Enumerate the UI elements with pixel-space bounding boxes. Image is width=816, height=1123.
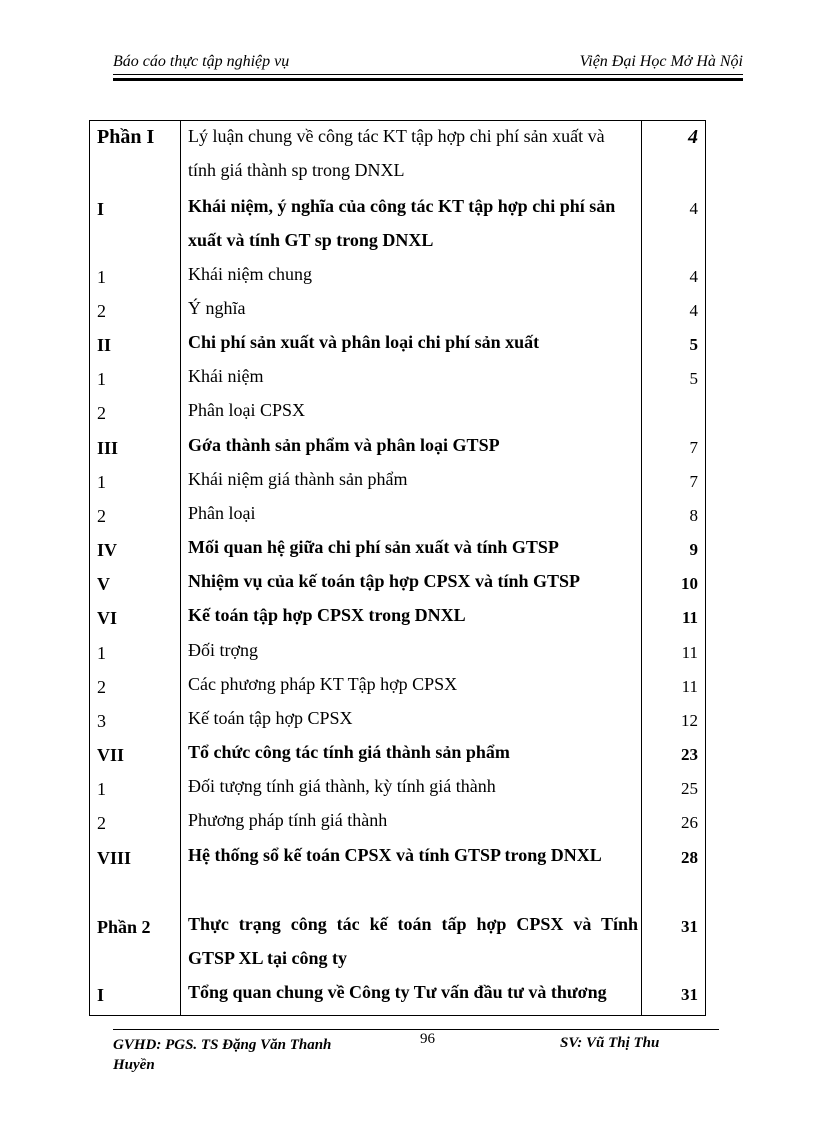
toc-title: Gớa thành sản phẩm và phân loại GTSP — [188, 435, 500, 455]
toc-page: 10 — [681, 574, 698, 593]
toc-table — [89, 120, 706, 1016]
toc-title: Thực trạng công tác kế toán tấp hợp CPSX và Tính — [188, 914, 638, 934]
toc-page: 9 — [689, 540, 698, 559]
toc-page: 4 — [689, 267, 698, 286]
toc-number: 1 — [97, 267, 106, 287]
toc-number: I — [97, 199, 105, 219]
toc-title: Nhiệm vụ của kế toán tập hợp CPSX và tính GTSP — [188, 571, 581, 591]
toc-page: 11 — [681, 643, 698, 662]
toc-divider-2 — [641, 121, 642, 1015]
toc-title: Ý nghĩa — [188, 298, 246, 318]
toc-title: Lý luận chung về công tác KT tập hợp chi phí sản xuất và — [188, 126, 605, 146]
toc-title: Các phương pháp KT Tập hợp CPSX — [188, 674, 458, 694]
toc-title: Phương pháp tính giá thành — [188, 810, 388, 830]
toc-number: VI — [97, 608, 118, 628]
toc-number: I — [97, 985, 105, 1005]
toc-page: 28 — [681, 848, 698, 867]
toc-title: Phân loại — [188, 503, 256, 523]
toc-number: VII — [97, 745, 125, 765]
toc-page: 7 — [689, 438, 698, 457]
toc-number: 2 — [97, 813, 106, 833]
header-left: Báo cáo thực tập nghiệp vụ — [113, 53, 290, 70]
toc-number: VIII — [97, 848, 132, 868]
footer-advisor: GVHD: PGS. TS Đặng Văn Thanh Huyền — [113, 1037, 332, 1073]
footer-student: SV: Vũ Thị Thu — [560, 1035, 660, 1051]
toc-page: 26 — [681, 813, 698, 832]
toc-title: Khái niệm, ý nghĩa của công tác KT tập hợp chi phí sản — [188, 196, 616, 216]
header-rule-thick — [113, 78, 743, 81]
toc-title: Chi phí sản xuất và phân loại chi phí sản xuất — [188, 332, 540, 352]
toc-page: 4 — [689, 199, 698, 218]
toc-title: Khái niệm — [188, 366, 264, 386]
toc-number: IV — [97, 540, 118, 560]
page-header — [113, 52, 743, 72]
toc-page: 31 — [681, 917, 698, 936]
toc-divider-1 — [180, 121, 181, 1015]
toc-page: 11 — [681, 677, 698, 696]
toc-title: Tổng quan chung về Công ty Tư vấn đầu tư và thương — [188, 982, 607, 1002]
toc-page: 25 — [681, 779, 698, 798]
toc-page: 5 — [689, 369, 698, 388]
toc-title: tính giá thành sp trong DNXL — [188, 160, 405, 180]
toc-title: Kế toán tập hợp CPSX trong DNXL — [188, 605, 466, 625]
toc-title: xuất và tính GT sp trong DNXL — [188, 230, 434, 250]
toc-title: Đối tượng tính giá thành, kỳ tính giá thành — [188, 776, 496, 796]
toc-number: Phần 2 — [97, 917, 151, 937]
toc-title: Phân loại CPSX — [188, 400, 306, 420]
toc-title: GTSP XL tại công ty — [188, 948, 348, 968]
toc-number: 3 — [97, 711, 106, 731]
toc-page: 4 — [689, 301, 698, 320]
toc-number: 1 — [97, 472, 106, 492]
toc-number: Phần I — [97, 126, 155, 148]
toc-number: 1 — [97, 369, 106, 389]
toc-number: 2 — [97, 403, 106, 423]
toc-number: 1 — [97, 643, 106, 663]
toc-number: 2 — [97, 506, 106, 526]
footer-rule — [113, 1029, 719, 1030]
toc-page: 5 — [689, 335, 698, 354]
toc-page: 12 — [681, 711, 698, 730]
toc-title: Khái niệm giá thành sản phẩm — [188, 469, 408, 489]
toc-page: 7 — [689, 472, 698, 491]
toc-title: Hệ thống sổ kế toán CPSX và tính GTSP trong DNXL — [188, 845, 602, 865]
toc-page: 8 — [689, 506, 698, 525]
toc-page: 23 — [681, 745, 698, 764]
page-number: 96 — [420, 1031, 435, 1047]
toc-number: V — [97, 574, 110, 594]
toc-title: Khái niệm chung — [188, 264, 312, 284]
header-rule — [113, 74, 743, 75]
toc-number: 2 — [97, 301, 106, 321]
toc-title: Kế toán tập hợp CPSX — [188, 708, 353, 728]
toc-title: Đối trợng — [188, 640, 259, 660]
toc-number: 2 — [97, 677, 106, 697]
toc-page: 4 — [688, 126, 698, 148]
toc-number: II — [97, 335, 112, 355]
toc-number: 1 — [97, 779, 106, 799]
toc-page: 11 — [681, 608, 698, 627]
toc-title: Mối quan hệ giữa chi phí sản xuất và tính GTSP — [188, 537, 559, 557]
toc-number: III — [97, 438, 119, 458]
toc-title: Tổ chức công tác tính giá thành sản phẩm — [188, 742, 510, 762]
header-right: Viện Đại Học Mở Hà Nội — [579, 53, 743, 70]
toc-page: 31 — [681, 985, 698, 1004]
